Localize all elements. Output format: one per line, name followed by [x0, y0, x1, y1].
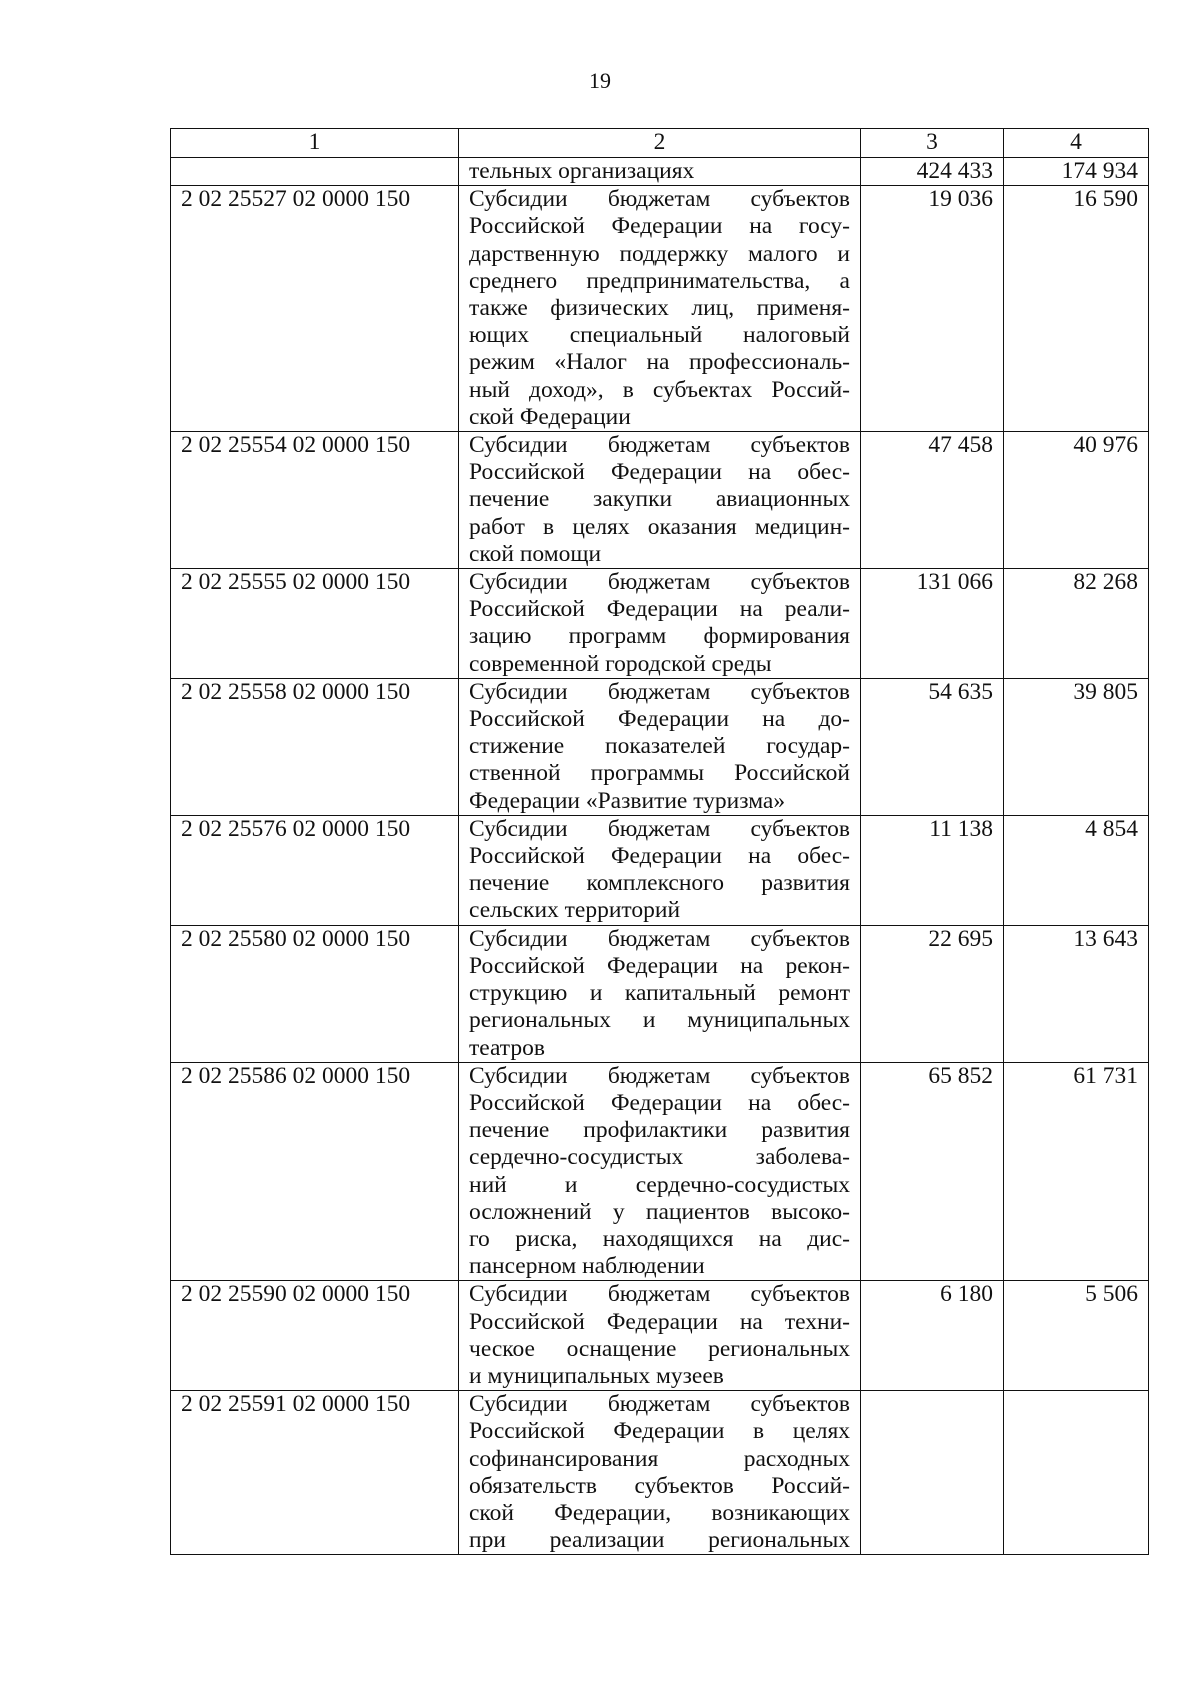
amount-col3-cell: 47 458	[861, 432, 1004, 569]
description-line: Субсидии бюджетам субъектов	[469, 186, 850, 213]
amount-col3-cell: 11 138	[861, 815, 1004, 925]
amount-col3-cell: 6 180	[861, 1281, 1004, 1391]
table-row	[171, 1062, 1149, 1281]
description-cell	[459, 186, 861, 432]
table-row	[171, 432, 1149, 569]
description-line: работ в целях оказания медицин-	[469, 513, 850, 540]
amount-col3-cell: 54 635	[861, 678, 1004, 815]
budget-code-cell: 2 02 25558 02 0000 150	[171, 678, 459, 815]
description-line: струкцию и капитальный ремонт	[469, 980, 850, 1007]
table-row	[171, 815, 1149, 925]
description-cell	[459, 1391, 861, 1555]
budget-code-cell: 2 02 25591 02 0000 150	[171, 1391, 459, 1555]
budget-code-cell: 2 02 25576 02 0000 150	[171, 815, 459, 925]
table-row	[171, 158, 1149, 186]
description-line: зацию программ формирования	[469, 623, 850, 650]
description-line: го риска, находящихся на дис-	[469, 1225, 850, 1252]
description-line: Субсидии бюджетам субъектов	[469, 1062, 850, 1089]
description-line: ской Федерации	[469, 403, 631, 430]
description-line: ской Федерации, возникающих	[469, 1499, 850, 1526]
table-body	[171, 158, 1149, 1555]
description-line: Российской Федерации на обес-	[469, 1089, 850, 1116]
description-line: Субсидии бюджетам субъектов	[469, 1391, 850, 1418]
description-cell	[459, 678, 861, 815]
description-line: ний и сердечно-сосудистых	[469, 1171, 850, 1198]
amount-col4-cell: 16 590	[1004, 186, 1149, 432]
description-cell	[459, 925, 861, 1062]
amount-col3-cell: 65 852	[861, 1062, 1004, 1281]
budget-code-cell: 2 02 25590 02 0000 150	[171, 1281, 459, 1391]
description-line: также физических лиц, применя-	[469, 295, 850, 322]
description-line: осложнений у пациентов высоко-	[469, 1198, 850, 1225]
budget-code-cell	[171, 158, 459, 186]
description-line: современной городской среды	[469, 650, 772, 677]
description-cell	[459, 815, 861, 925]
column-header-1: 1	[171, 129, 459, 158]
description-line: тельных организациях	[469, 158, 695, 184]
amount-col3-cell: 424 433	[861, 158, 1004, 186]
description-line: печение закупки авиационных	[469, 486, 850, 513]
description-line: Российской Федерации на реали-	[469, 596, 850, 623]
description-line: региональных и муниципальных	[469, 1007, 850, 1034]
description-line: Субсидии бюджетам субъектов	[469, 815, 850, 842]
description-line: ный доход», в субъектах Россий-	[469, 376, 850, 403]
description-line: Субсидии бюджетам субъектов	[469, 569, 850, 596]
column-header-4: 4	[1004, 129, 1149, 158]
description-line: Российской Федерации на техни-	[469, 1308, 850, 1335]
description-line: Субсидии бюджетам субъектов	[469, 1281, 850, 1308]
description-cell	[459, 158, 861, 186]
amount-col4-cell: 4 854	[1004, 815, 1149, 925]
amount-col3-cell: 131 066	[861, 569, 1004, 679]
budget-code-cell: 2 02 25554 02 0000 150	[171, 432, 459, 569]
description-line: ственной программы Российской	[469, 760, 850, 787]
description-line: режим «Налог на профессиональ-	[469, 349, 850, 376]
description-line: печение профилактики развития	[469, 1117, 850, 1144]
table-row	[171, 678, 1149, 815]
description-cell	[459, 1062, 861, 1281]
description-line: софинансирования расходных	[469, 1445, 850, 1472]
description-line: ческое оснащение региональных	[469, 1335, 850, 1362]
page-number: 19	[589, 68, 611, 93]
description-cell	[459, 569, 861, 679]
table-row	[171, 925, 1149, 1062]
description-line: и муниципальных музеев	[469, 1362, 724, 1389]
description-line: обязательств субъектов Россий-	[469, 1472, 850, 1499]
description-line: Российской Федерации в целях	[469, 1418, 850, 1445]
description-line: сердечно-сосудистых заболева-	[469, 1144, 850, 1171]
table-row	[171, 1391, 1149, 1555]
amount-col4-cell: 39 805	[1004, 678, 1149, 815]
description-line: ющих специальный налоговый	[469, 322, 850, 349]
description-line: Российской Федерации на госу-	[469, 213, 850, 240]
description-line: при реализации региональных	[469, 1527, 850, 1554]
table-row	[171, 1281, 1149, 1391]
column-header-3: 3	[861, 129, 1004, 158]
description-line: пансерном наблюдении	[469, 1253, 705, 1280]
description-line: Российской Федерации на обес-	[469, 843, 850, 870]
amount-col3-cell: 22 695	[861, 925, 1004, 1062]
description-line: Российской Федерации на рекон-	[469, 952, 850, 979]
amount-col4-cell: 40 976	[1004, 432, 1149, 569]
column-header-2: 2	[459, 129, 861, 158]
budget-code-cell: 2 02 25580 02 0000 150	[171, 925, 459, 1062]
description-line: Российской Федерации на до-	[469, 706, 850, 733]
description-line: стижение показателей государ-	[469, 733, 850, 760]
description-line: Федерации «Развитие туризма»	[469, 787, 786, 814]
description-line: печение комплексного развития	[469, 870, 850, 897]
description-line: среднего предпринимательства, а	[469, 267, 850, 294]
amount-col4-cell: 5 506	[1004, 1281, 1149, 1391]
description-line: Субсидии бюджетам субъектов	[469, 925, 850, 952]
amount-col4-cell: 82 268	[1004, 569, 1149, 679]
amount-col3-cell: 19 036	[861, 186, 1004, 432]
table-row	[171, 186, 1149, 432]
amount-col4-cell: 174 934	[1004, 158, 1149, 186]
description-line: сельских территорий	[469, 897, 681, 924]
description-line: ской помощи	[469, 540, 602, 567]
description-line: дарственную поддержку малого и	[469, 240, 850, 267]
description-line: Субсидии бюджетам субъектов	[469, 678, 850, 705]
table-row	[171, 569, 1149, 679]
budget-code-cell: 2 02 25586 02 0000 150	[171, 1062, 459, 1281]
description-cell	[459, 432, 861, 569]
description-line: театров	[469, 1034, 545, 1061]
amount-col4-cell: 13 643	[1004, 925, 1149, 1062]
amount-col4-cell: 61 731	[1004, 1062, 1149, 1281]
amount-col3-cell	[861, 1391, 1004, 1555]
budget-table	[170, 128, 1149, 1555]
budget-code-cell: 2 02 25555 02 0000 150	[171, 569, 459, 679]
description-line: Субсидии бюджетам субъектов	[469, 432, 850, 459]
description-line: Российской Федерации на обес-	[469, 459, 850, 486]
description-cell	[459, 1281, 861, 1391]
budget-code-cell: 2 02 25527 02 0000 150	[171, 186, 459, 432]
amount-col4-cell	[1004, 1391, 1149, 1555]
table-header-row	[171, 129, 1149, 158]
